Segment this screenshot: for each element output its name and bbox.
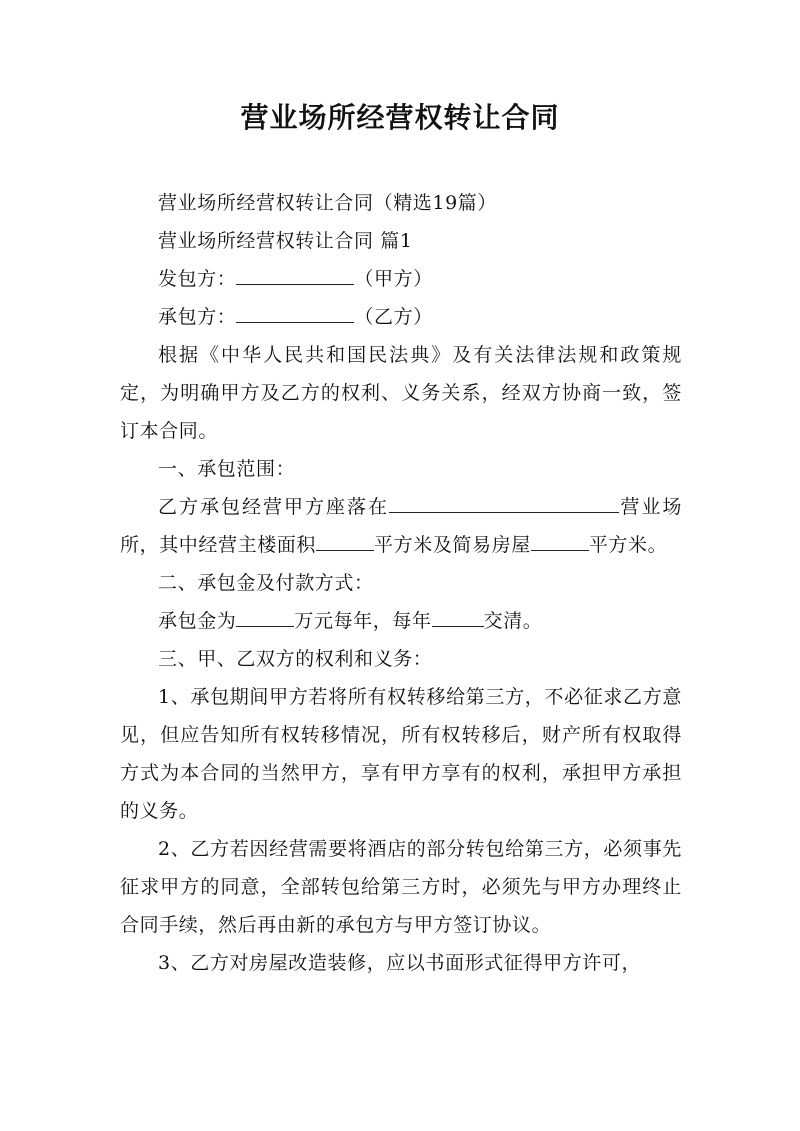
party-a-label: 发包方：	[158, 268, 237, 290]
location-blank	[389, 490, 619, 513]
clause-1-text-c: 平方米及简易房屋	[374, 534, 531, 556]
clause-2-text-a: 承包金为	[158, 610, 237, 632]
document-title: 营业场所经营权转让合同	[240, 101, 560, 134]
payment-date-blank	[432, 604, 484, 627]
party-b-blank	[236, 300, 354, 323]
paragraph-party-a	[120, 260, 682, 298]
paragraph-party-b	[120, 298, 682, 336]
paragraph-clause-3-heading: 三、甲、乙双方的权利和义务：	[158, 648, 433, 670]
fee-amount-blank	[236, 604, 294, 627]
party-b-suffix: （乙方）	[354, 306, 433, 328]
party-a-suffix: （甲方）	[354, 268, 433, 290]
paragraph-clause-2-heading: 二、承包金及付款方式：	[158, 572, 374, 594]
paragraph-subtitle: 营业场所经营权转让合同（精选19篇）	[158, 192, 497, 214]
party-a-blank	[236, 262, 354, 285]
document-body	[120, 184, 682, 982]
main-area-blank	[316, 528, 374, 551]
paragraph-clause-1-heading: 一、承包范围：	[158, 458, 296, 480]
clause-2-text-c: 交清。	[483, 610, 543, 632]
paragraph-clause-3-item-2: 2、乙方若因经营需要将酒店的部分转包给第三方，必须事先征求甲方的同意，全部转包给第三方时，必须先与甲方办理终止合同手续，然后再由新的承包方与甲方签订协议。	[120, 838, 682, 936]
party-b-label: 承包方：	[158, 306, 237, 328]
paragraph-section-heading: 营业场所经营权转让合同 篇1	[158, 230, 413, 252]
clause-1-text-d: 平方米。	[588, 534, 668, 556]
paragraph-clause-2-body	[120, 602, 682, 640]
paragraph-clause-1-body	[120, 488, 682, 564]
paragraph-preamble: 根据《中华人民共和国民法典》及有关法律法规和政策规定，为明确甲方及乙方的权利、义务关系，经双方协商一致，签订本合同。	[120, 344, 682, 442]
clause-1-text-b: 营业场所，其中经营主楼面积	[120, 496, 682, 556]
clause-2-text-b: 万元每年，每年	[294, 610, 432, 632]
paragraph-clause-3-item-3: 3、乙方对房屋改造装修，应以书面形式征得甲方许可，	[158, 952, 642, 974]
simple-house-area-blank	[531, 528, 589, 551]
paragraph-clause-3-item-1: 1、承包期间甲方若将所有权转移给第三方，不必征求乙方意见，但应告知所有权转移情况，所有权转移后，财产所有权取得方式为本合同的当然甲方，享有甲方享有的权利，承担甲方承担的义务。	[120, 686, 682, 822]
clause-1-text-a: 乙方承包经营甲方座落在	[158, 496, 389, 518]
